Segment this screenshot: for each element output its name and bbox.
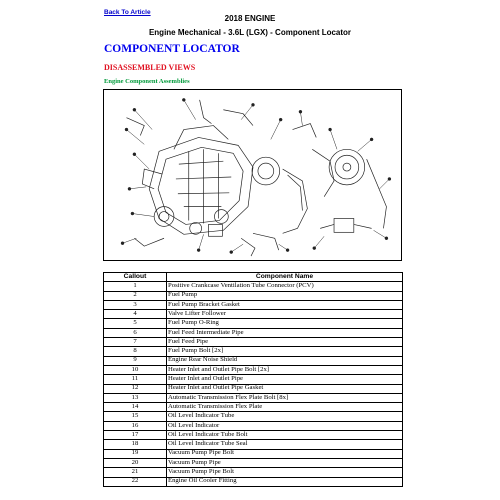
table-row <box>104 421 403 430</box>
callout-cell: 13 <box>104 393 167 402</box>
callout-cell: 22 <box>104 477 167 486</box>
table-row <box>104 440 403 449</box>
component-name-cell: Vacuum Pump Pipe Bolt <box>167 449 403 458</box>
callout-cell: 21 <box>104 468 167 477</box>
table-row <box>104 328 403 337</box>
table-row <box>104 310 403 319</box>
component-name-cell: Automatic Transmission Flex Plate <box>167 403 403 412</box>
component-name-cell: Fuel Pump <box>167 291 403 300</box>
component-name-cell: Oil Level Indicator Tube <box>167 412 403 421</box>
component-name-cell: Fuel Pump Bracket Gasket <box>167 300 403 309</box>
callout-cell: 5 <box>104 319 167 328</box>
component-name-cell: Heater Inlet and Outlet Pipe Gasket <box>167 384 403 393</box>
callout-cell: 14 <box>104 403 167 412</box>
table-row <box>104 300 403 309</box>
callout-cell: 16 <box>104 421 167 430</box>
callout-cell: 7 <box>104 338 167 347</box>
document-subtitle: Engine Mechanical - 3.6L (LGX) - Component Locator <box>148 28 352 37</box>
disassembled-views-heading: DISASSEMBLED VIEWS <box>104 63 196 72</box>
component-name-cell: Heater Inlet and Outlet Pipe Bolt [2x] <box>167 365 403 374</box>
table-header-row <box>104 273 403 282</box>
callout-cell: 1 <box>104 282 167 291</box>
table-row <box>104 403 403 412</box>
callout-cell: 20 <box>104 458 167 467</box>
table-row <box>104 282 403 291</box>
component-name-cell: Fuel Pump O-Ring <box>167 319 403 328</box>
table-row <box>104 384 403 393</box>
component-name-cell: Engine Oil Cooler Fitting <box>167 477 403 486</box>
table-row <box>104 477 403 486</box>
callout-cell: 11 <box>104 375 167 384</box>
component-name-cell: Engine Rear Noise Shield <box>167 356 403 365</box>
component-name-cell: Heater Inlet and Outlet Pipe <box>167 375 403 384</box>
document-title: 2018 ENGINE <box>224 14 276 23</box>
component-name-cell: Fuel Feed Intermediate Pipe <box>167 328 403 337</box>
table-row <box>104 338 403 347</box>
table-row <box>104 291 403 300</box>
callout-cell: 10 <box>104 365 167 374</box>
callout-cell: 8 <box>104 347 167 356</box>
table-row <box>104 468 403 477</box>
engine-block-drawing <box>142 126 253 237</box>
component-name-cell: Oil Level Indicator <box>167 421 403 430</box>
callout-cell: 18 <box>104 440 167 449</box>
component-table-body <box>104 282 403 487</box>
table-row <box>104 365 403 374</box>
table-row <box>104 375 403 384</box>
component-name-cell: Positive Crankcase Ventilation Tube Connector (PCV) <box>167 282 403 291</box>
table-row <box>104 412 403 421</box>
callout-cell: 3 <box>104 300 167 309</box>
component-name-cell: Fuel Feed Pipe <box>167 338 403 347</box>
callout-cell: 15 <box>104 412 167 421</box>
callout-cell: 12 <box>104 384 167 393</box>
engine-component-assemblies-heading: Engine Component Assemblies <box>104 78 190 85</box>
component-locator-heading: COMPONENT LOCATOR <box>104 43 240 55</box>
engine-exploded-view-illustration <box>104 90 401 260</box>
component-name-column-header: Component Name <box>167 273 403 282</box>
callout-cell: 17 <box>104 431 167 440</box>
back-to-article-link[interactable]: Back To Article <box>104 9 151 16</box>
table-row <box>104 458 403 467</box>
callout-cell: 9 <box>104 356 167 365</box>
exploded-parts-drawing <box>126 100 386 256</box>
table-row <box>104 347 403 356</box>
table-row <box>104 431 403 440</box>
component-name-cell: Fuel Pump Bolt [2x] <box>167 347 403 356</box>
component-name-cell: Valve Lifter Follower <box>167 310 403 319</box>
component-name-cell: Vacuum Pump Pipe Bolt <box>167 468 403 477</box>
table-row <box>104 449 403 458</box>
component-name-cell: Vacuum Pump Pipe <box>167 458 403 467</box>
callout-cell: 4 <box>104 310 167 319</box>
engine-exploded-view-figure <box>103 89 402 261</box>
callout-cell: 2 <box>104 291 167 300</box>
callout-cell: 19 <box>104 449 167 458</box>
table-row <box>104 393 403 402</box>
component-name-cell: Oil Level Indicator Tube Bolt <box>167 431 403 440</box>
table-row <box>104 356 403 365</box>
component-name-cell: Oil Level Indicator Tube Seal <box>167 440 403 449</box>
callout-cell: 6 <box>104 328 167 337</box>
component-table <box>103 272 403 487</box>
component-name-cell: Automatic Transmission Flex Plate Bolt [8x] <box>167 393 403 402</box>
table-row <box>104 319 403 328</box>
callout-column-header: Callout <box>104 273 167 282</box>
